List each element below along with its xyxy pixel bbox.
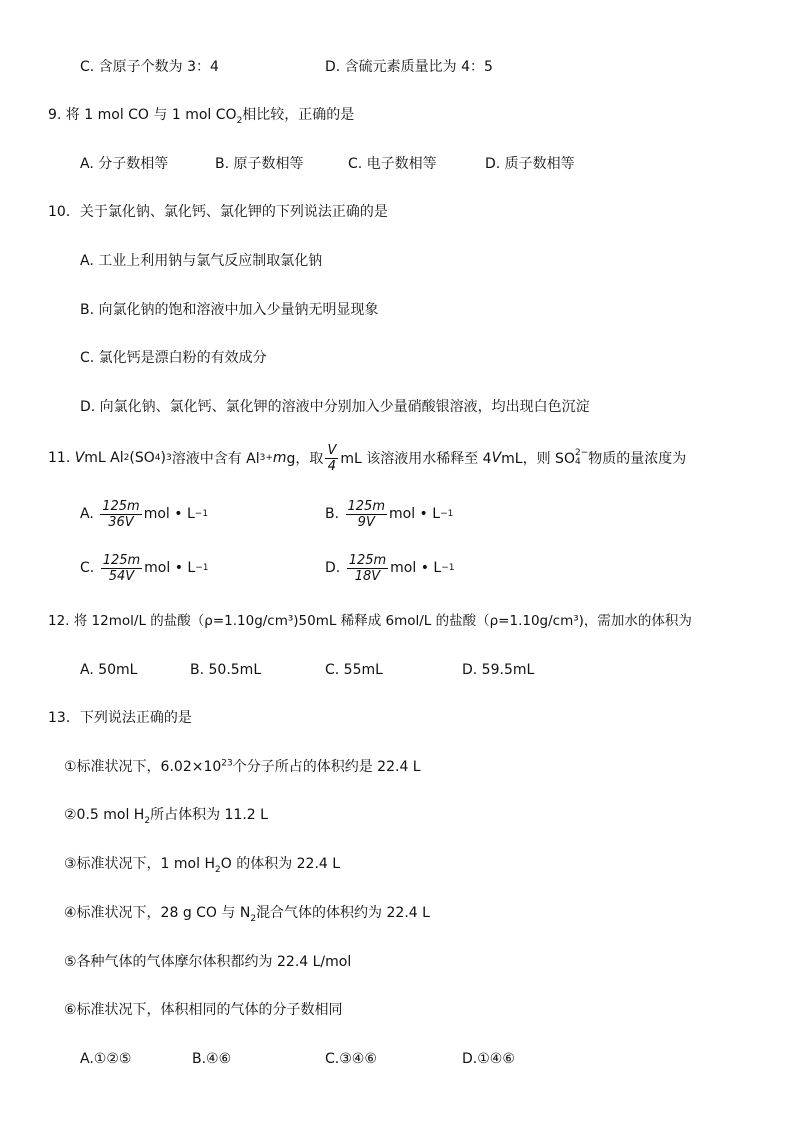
q11-stem: 11. V mL Al 2 (SO 4 ) 3 溶液中含有 Al 3+ m g，取 $\frac{V}{4}$ mL 该溶液用水稀释至 4 V mL，则 SO 2− 4 物质的量浓度为 bbox=[48, 442, 687, 474]
q8-option-c: C. 含原子个数为 3：4 bbox=[80, 59, 219, 75]
q13-statement-1: ①标准状况下，$6.02\times 10^{23}$个分子所占的体积约是 22.4 L bbox=[64, 758, 421, 775]
q11-option-b: B. $\frac{125m}{9V}$ mol • L −1 bbox=[325, 498, 454, 530]
q12-option-c: C. 55mL bbox=[325, 662, 383, 678]
q13-option-b: B.④⑥ bbox=[192, 1051, 232, 1067]
q9-option-c: C. 电子数相等 bbox=[348, 156, 437, 172]
q13-option-a: A.①②⑤ bbox=[80, 1051, 132, 1067]
q11-option-a: A. $\frac{125m}{36V}$ mol • L −1 bbox=[80, 498, 209, 530]
q13-stem: 13．下列说法正确的是 bbox=[48, 710, 192, 726]
q9-option-d: D. 质子数相等 bbox=[485, 156, 575, 172]
q11-option-c: C. $\frac{125m}{54V}$ mol • L −1 bbox=[80, 552, 209, 584]
q13-option-c: C.③④⑥ bbox=[325, 1051, 377, 1067]
q10-option-d: D. 向氯化钠、氯化钙、氯化钾的溶液中分别加入少量硝酸银溶液，均出现白色沉淀 bbox=[80, 399, 590, 415]
q13-statement-4: ④标准状况下，28 g CO 与 $N_2$混合气体的体积约为 22.4 L bbox=[64, 905, 430, 924]
q12-option-a: A. 50mL bbox=[80, 662, 138, 678]
q13-statement-6: ⑥标准状况下，体积相同的气体的分子数相同 bbox=[64, 1002, 343, 1018]
q10-option-a: A. 工业上利用钠与氯气反应制取氯化钠 bbox=[80, 253, 323, 269]
q11-fraction-v-over-4: $\frac{V}{4}$ bbox=[327, 442, 337, 474]
q9-option-b: B. 原子数相等 bbox=[215, 156, 304, 172]
q8-option-d: D. 含硫元素质量比为 4：5 bbox=[325, 59, 493, 75]
q13-statement-2: ②0.5 mol $H_2$所占体积为 11.2 L bbox=[64, 807, 268, 826]
q12-option-b: B. 50.5mL bbox=[190, 662, 262, 678]
q11-option-d: D. $\frac{125m}{18V}$ mol • L −1 bbox=[325, 552, 455, 584]
q12-stem: 12. 将 12mol/L 的盐酸（ρ=1.10g/cm³)50mL 稀释成 6mol/L 的盐酸（ρ=1.10g/cm³)，需加水的体积为 bbox=[48, 613, 692, 629]
q13-option-d: D.①④⑥ bbox=[462, 1051, 515, 1067]
q12-option-d: D. 59.5mL bbox=[462, 662, 535, 678]
q10-stem: 10．关于氯化钠、氯化钙、氯化钾的下列说法正确的是 bbox=[48, 204, 388, 220]
q13-statement-3: ③标准状况下，1 mol $H_2O$ 的体积为 22.4 L bbox=[64, 856, 341, 875]
q9-option-a: A. 分子数相等 bbox=[80, 156, 169, 172]
q9-stem: 9. 将 1 mol CO 与 1 mol $CO_2$相比较，正确的是 bbox=[48, 107, 355, 126]
q13-statement-5: ⑤各种气体的气体摩尔体积都约为 22.4 L/mol bbox=[64, 954, 352, 970]
q10-option-c: C. 氯化钙是漂白粉的有效成分 bbox=[80, 350, 267, 366]
q10-option-b: B. 向氯化钠的饱和溶液中加入少量钠无明显现象 bbox=[80, 302, 379, 318]
